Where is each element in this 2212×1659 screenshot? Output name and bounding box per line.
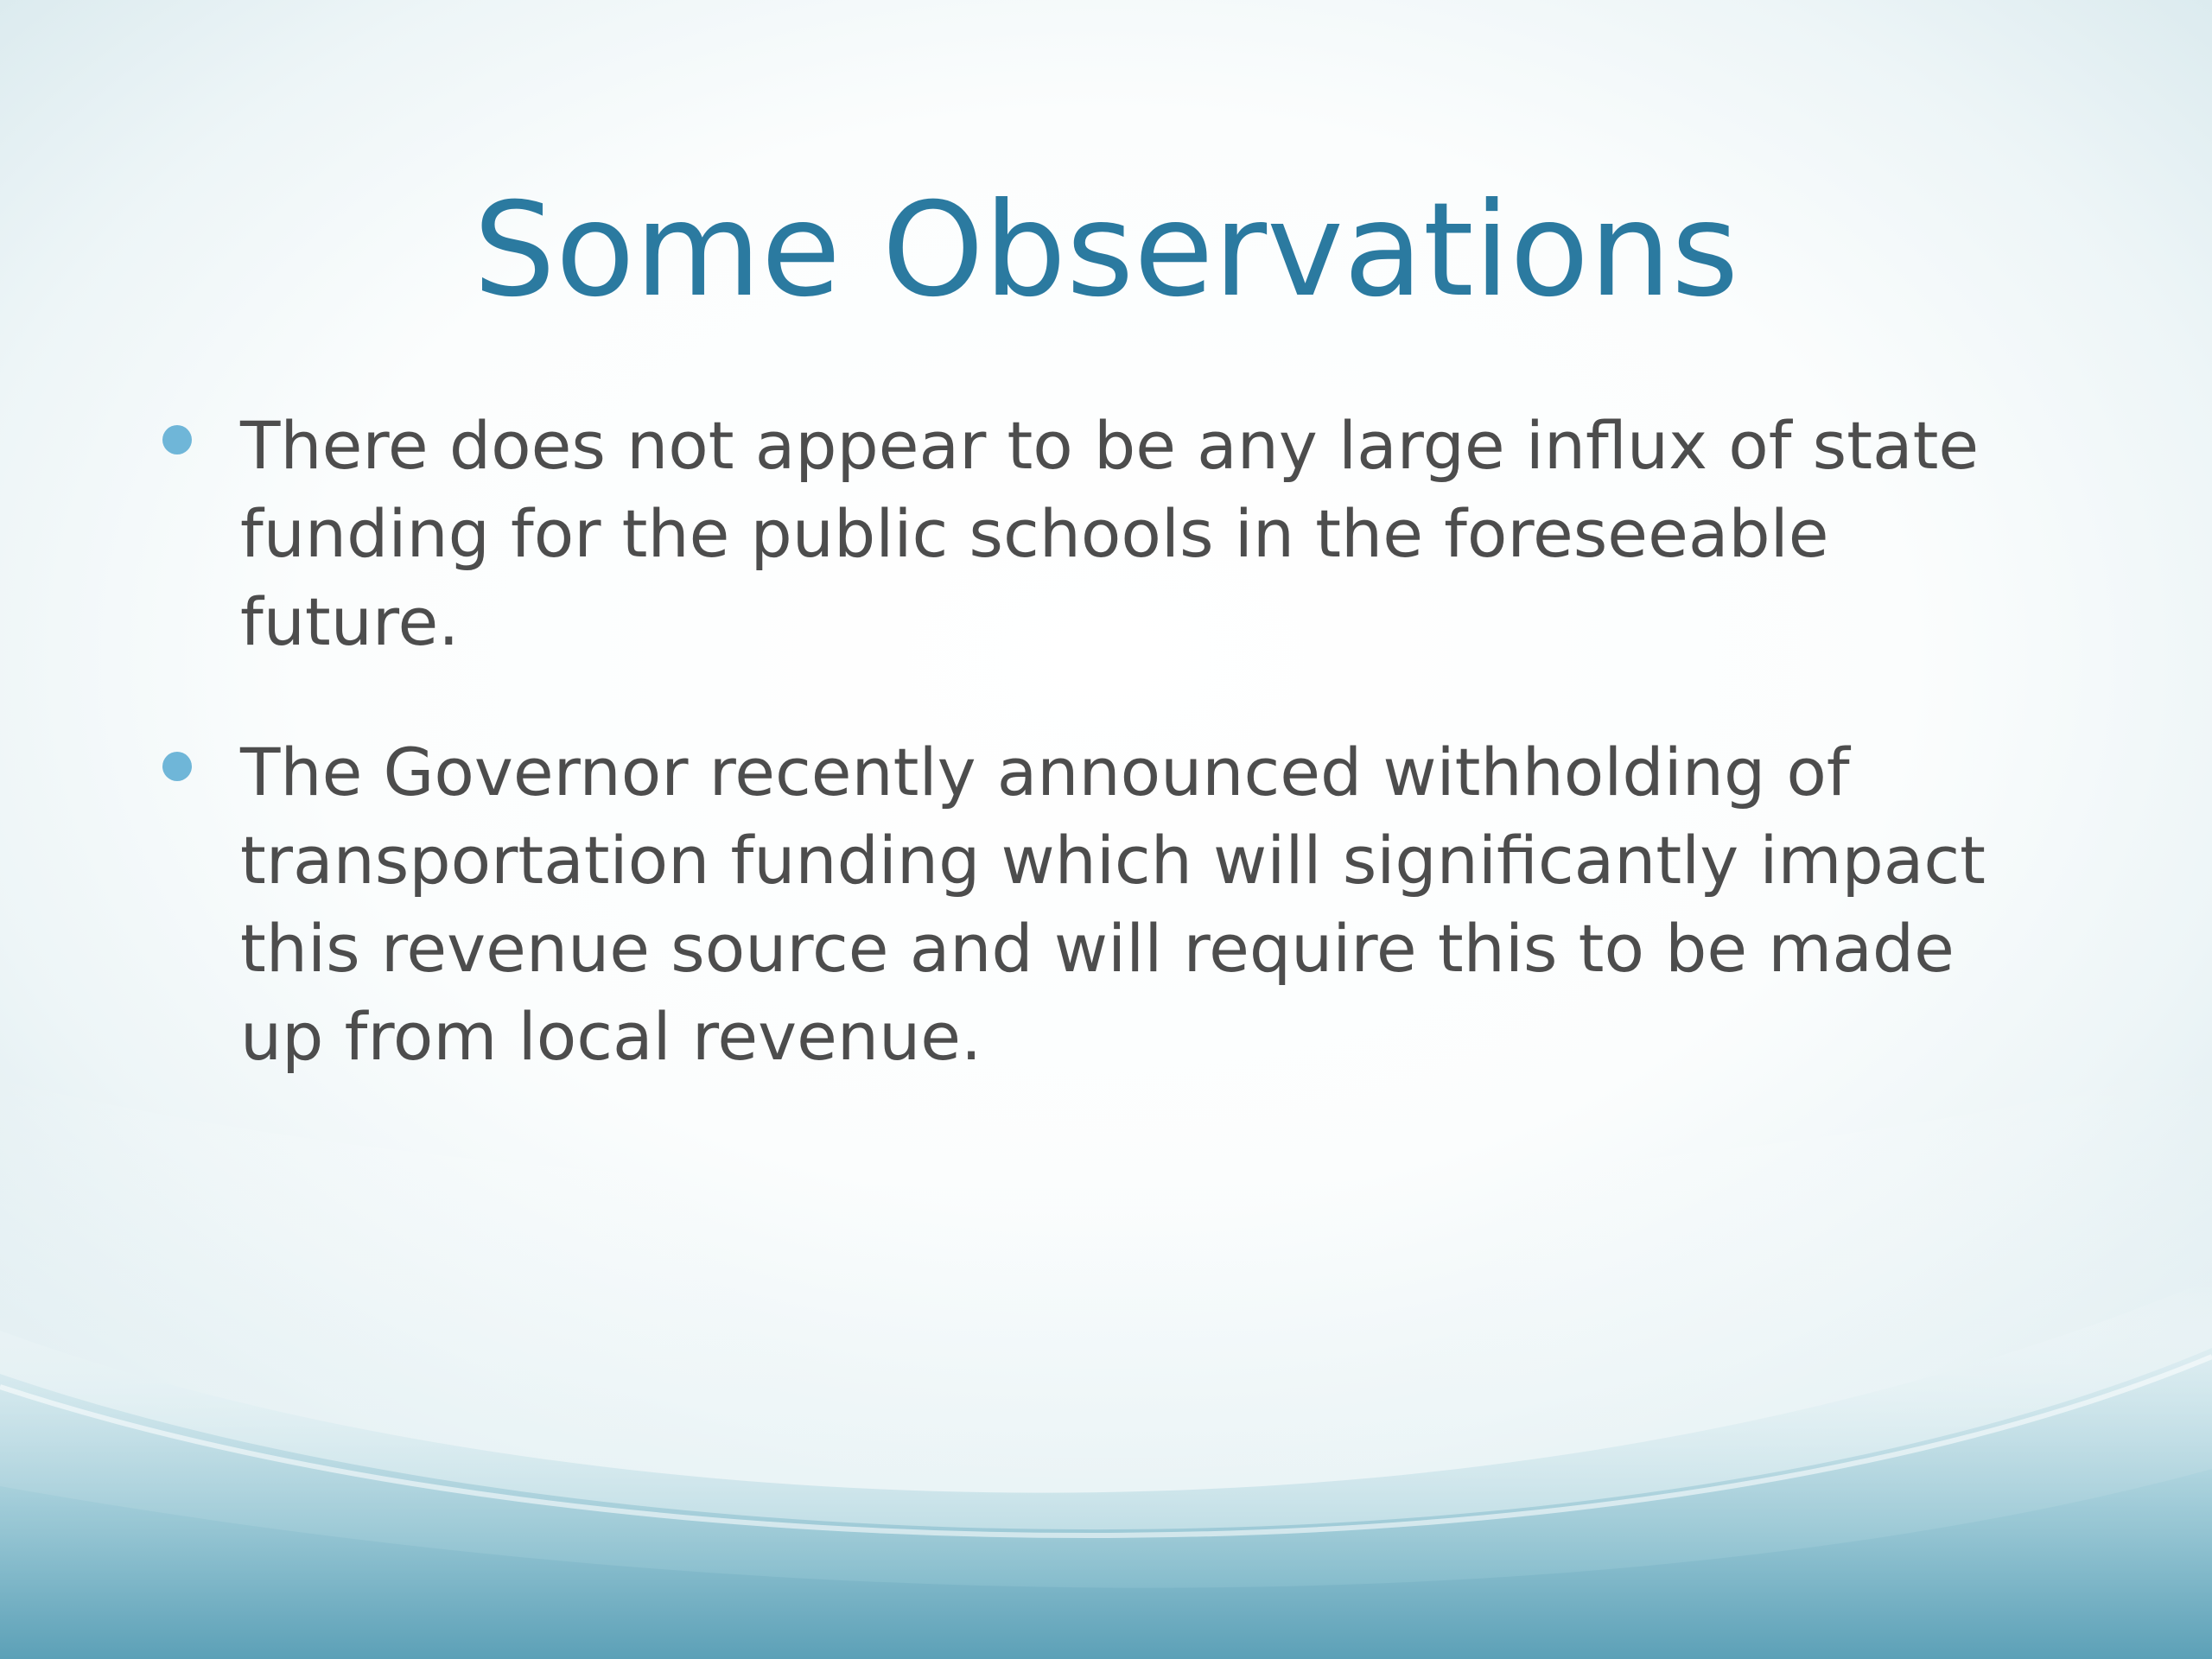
bullet-dot-icon (162, 752, 192, 781)
bullet-dot-icon (162, 425, 192, 454)
bullet-item-transportation-funding: The Governor recently announced withholding of transportation funding which will significantly impact this revenue source and will require this to be made up from local revenue. (240, 734, 1986, 1075)
bullet-item-state-funding: There does not appear to be any large influx of state funding for the public schools in the foreseeable future. (240, 407, 1980, 660)
slide-title: Some Observations (473, 175, 1739, 326)
